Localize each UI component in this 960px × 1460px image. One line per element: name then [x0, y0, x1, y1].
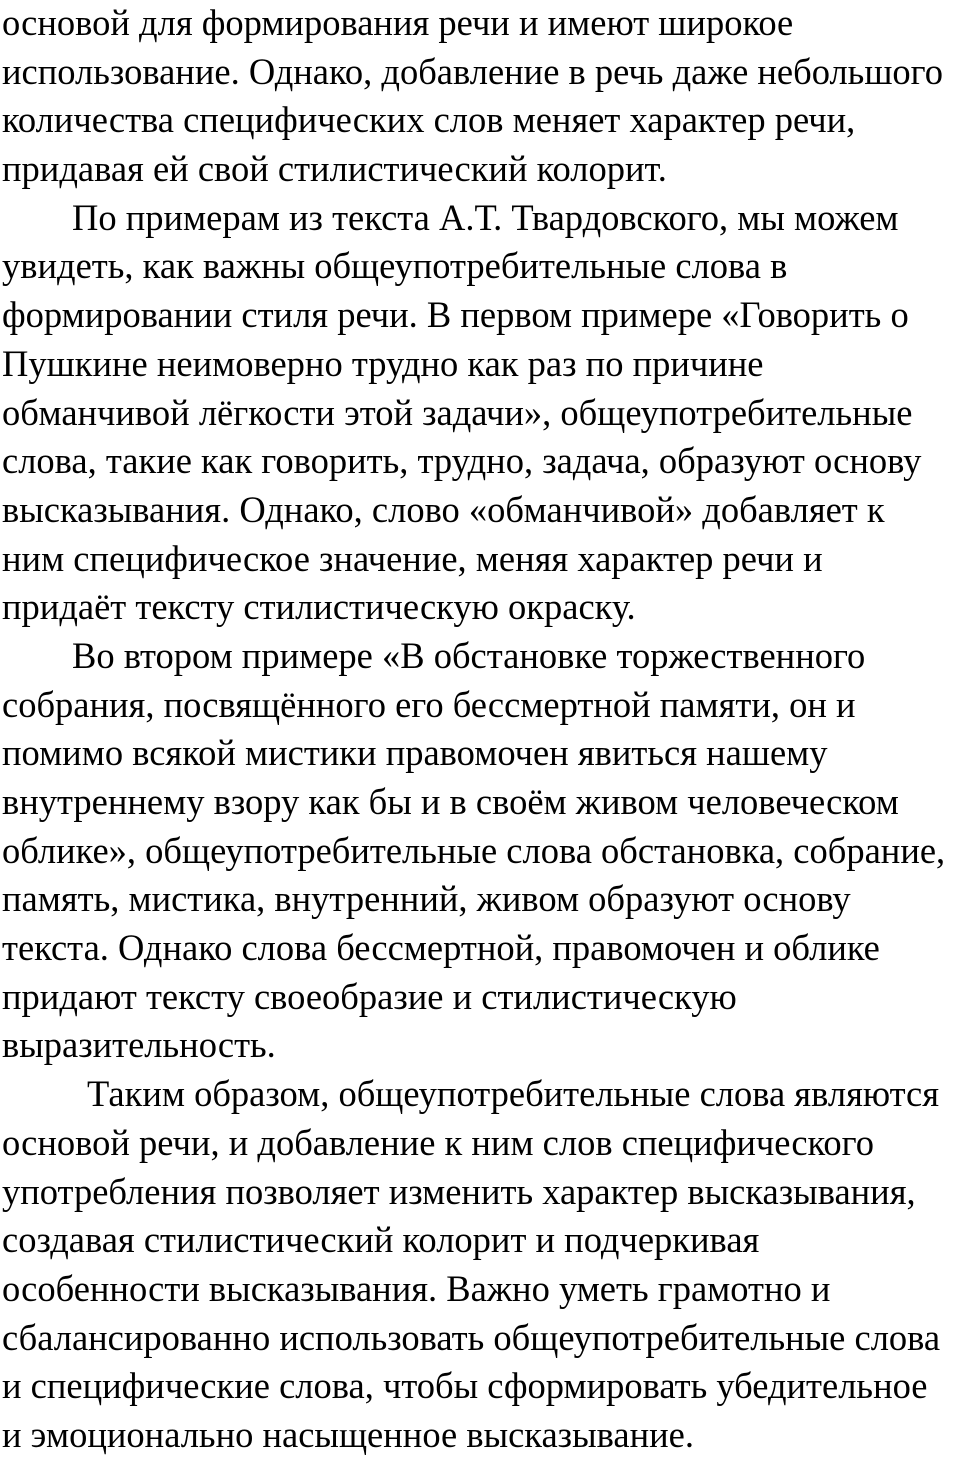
text-line: память, мистика, внутренний, живом образуют основу	[2, 878, 851, 920]
text-line: ним специфическое значение, меняя характер речи и	[2, 537, 823, 579]
text-line: сбалансированно использовать общеупотребительные слова	[2, 1316, 941, 1358]
text-line: использование. Однако, добавление в речь даже небольшого	[2, 50, 943, 92]
text-line: собрания, посвящённого его бессмертной памяти, он и	[2, 683, 856, 725]
text-line: основой речи, и добавление к ним слов специфического	[2, 1121, 874, 1163]
document-text	[2, 0, 958, 1460]
text-line: основой для формирования речи и имеют широкое	[2, 2, 794, 43]
text-line: облике», общеупотребительные слова обстановка, собрание,	[2, 829, 946, 871]
paragraph-start-line: Во втором примере «В обстановке торжественного	[72, 634, 866, 676]
text-line: слова, такие как говорить, трудно, задача, образуют основу	[2, 440, 922, 482]
text-line: высказывания. Однако, слово «обманчивой» добавляет к	[2, 488, 885, 530]
text-line: увидеть, как важны общеупотребительные слова в	[2, 245, 788, 287]
text-line: придают тексту своеобразие и стилистическую	[2, 975, 737, 1017]
text-line: особенности высказывания. Важно уметь грамотно и	[2, 1267, 831, 1309]
text-line: употребления позволяет изменить характер высказывания,	[2, 1170, 916, 1212]
text-line: внутреннему взору как бы и в своём живом человеческом	[2, 781, 899, 822]
paragraph-start-line: По примерам из текста А.Т. Твардовского, мы можем	[72, 196, 899, 238]
text-line: и эмоционально насыщенное высказывание.	[2, 1413, 694, 1455]
text-line: формировании стиля речи. В первом примере «Говорить о	[2, 294, 909, 336]
text-line: выразительность.	[2, 1024, 276, 1066]
text-line: и специфические слова, чтобы сформировать убедительное	[2, 1365, 928, 1407]
paragraph-start-line: Таким образом, общеупотребительные слова являются	[87, 1073, 940, 1115]
text-line: придаёт тексту стилистическую окраску.	[2, 586, 636, 628]
text-line: количества специфических слов меняет характер речи,	[2, 99, 856, 141]
text-line: Пушкине неимоверно трудно как раз по причине	[2, 342, 764, 384]
text-line: придавая ей свой стилистический колорит.	[2, 148, 667, 190]
text-line: создавая стилистический колорит и подчеркивая	[2, 1219, 760, 1261]
text-line: помимо всякой мистики правомочен явиться нашему	[2, 732, 828, 774]
text-line: текста. Однако слова бессмертной, правомочен и облике	[2, 927, 880, 969]
text-line: обманчивой лёгкости этой задачи», общеупотребительные	[2, 391, 913, 433]
